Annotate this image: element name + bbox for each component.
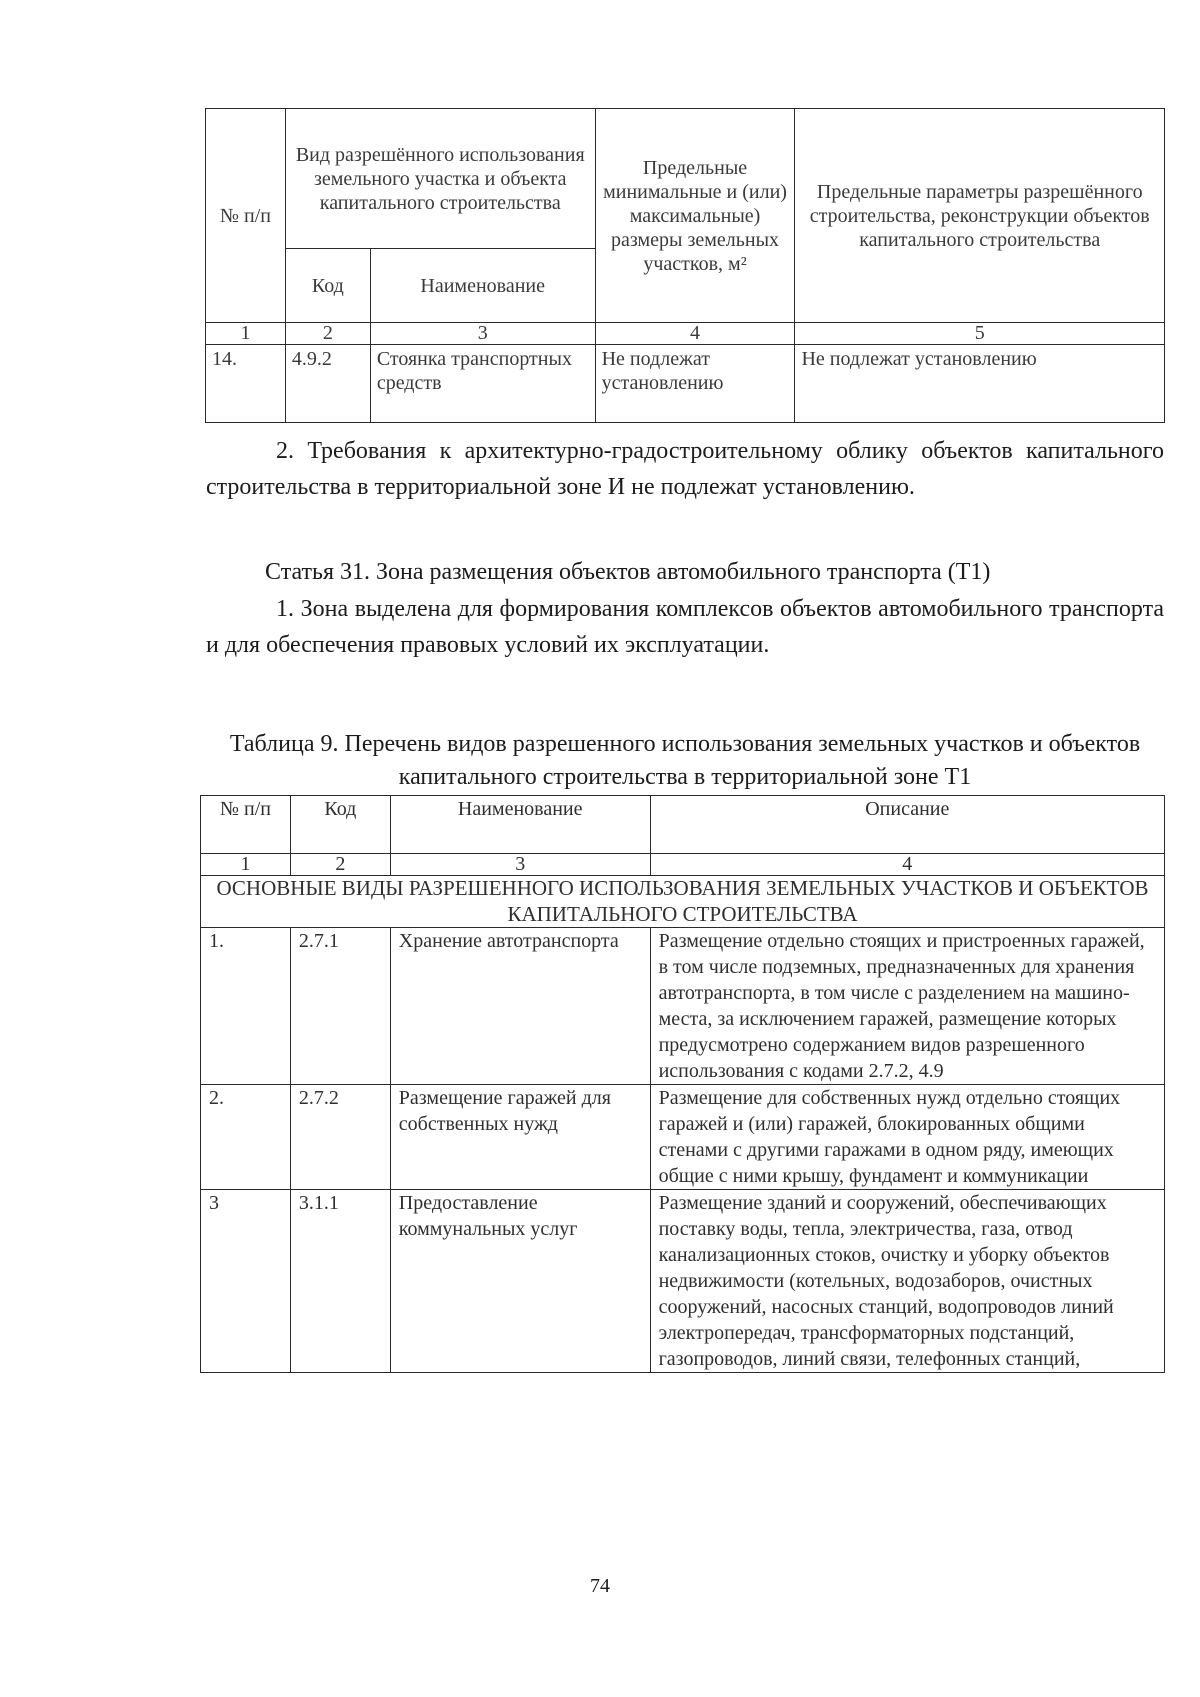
cell-code: 4.9.2	[285, 345, 370, 423]
land-use-table-zone-t1	[200, 795, 1165, 1373]
article-paragraph: 1. Зона выделена для формирования комплексов объектов автомобильного транспорта и для обеспечения правовых условий их эксплуатации.	[206, 596, 1164, 658]
cell-num: 1.	[201, 928, 291, 1085]
col-number: 2	[290, 854, 390, 876]
col-number: 1	[206, 323, 286, 345]
cell-desc: Размещение для собственных нужд отдельно стоящих гаражей и (или) гаражей, блокированных общими стенами с другими гаражами в одном ряду, имеющих общие с ними крышу, фундамент и коммуникации	[650, 1085, 1164, 1190]
page-number: 74	[590, 1575, 610, 1597]
col-number: 1	[201, 854, 291, 876]
cell-name: Стоянка транспортных средств	[370, 345, 595, 423]
cell-desc: Размещение отдельно стоящих и пристроенных гаражей, в том числе подземных, предназначенных для хранения автотранспорта, в том числе с разделением на машино-места, за исключением гаражей, размещение которых предусмотрено содержанием видов разрешенного использования с кодами 2.7.2, 4.9	[650, 928, 1164, 1085]
header-kod: Код	[285, 249, 370, 323]
cell-desc: Размещение зданий и сооружений, обеспечивающих поставку воды, тепла, электричества, газа, отвод канализационных стоков, очистку и уборку объектов недвижимости (котельных, водозаборов, очистных сооружений, насосных станций, водопроводов линий электропередач, трансформаторных подстанций, газопроводов, линий связи, телефонных станций,	[650, 1190, 1164, 1373]
header-opis: Описание	[650, 796, 1164, 854]
cell-code: 2.7.2	[290, 1085, 390, 1190]
header-kod: Код	[290, 796, 390, 854]
cell-code: 3.1.1	[290, 1190, 390, 1373]
cell-name: Хранение автотранспорта	[390, 928, 650, 1085]
header-num: № п/п	[201, 796, 291, 854]
cell-name: Предоставление коммунальных услуг	[390, 1190, 650, 1373]
header-num: № п/п	[206, 109, 286, 323]
header-razmery: Предельные минимальные и (или) максимальные) размеры земельных участков, м²	[595, 109, 795, 323]
table-row	[206, 345, 1165, 423]
paragraph-architectural-requirements: 2. Требования к архитектурно-градостроительному облику объектов капитального строительства в территориальной зоне И не подлежат установлению.	[206, 438, 1164, 500]
cell-name: Размещение гаражей для собственных нужд	[390, 1085, 650, 1190]
table-row	[201, 928, 1165, 1085]
col-number: 2	[285, 323, 370, 345]
cell-params: Не подлежат установлению	[795, 345, 1165, 423]
header-params: Предельные параметры разрешённого строительства, реконструкции объектов капитального строительства	[795, 109, 1165, 323]
col-number: 5	[795, 323, 1165, 345]
article-title: Статья 31. Зона размещения объектов автомобильного транспорта (Т1)	[265, 559, 991, 585]
cell-num: 2.	[201, 1085, 291, 1190]
header-naim: Наименование	[370, 249, 595, 323]
section-heading: ОСНОВНЫЕ ВИДЫ РАЗРЕШЕННОГО ИСПОЛЬЗОВАНИЯ ЗЕМЕЛЬНЫХ УЧАСТКОВ И ОБЪЕКТОВ КАПИТАЛЬНОГО СТРОИТЕЛЬСТВА	[201, 876, 1165, 928]
col-number: 4	[650, 854, 1164, 876]
col-number: 3	[390, 854, 650, 876]
table-caption: Таблица 9. Перечень видов разрешенного использования земельных участков и объектов капитального строительства в территориальной зоне Т1	[229, 731, 1141, 790]
col-number: 3	[370, 323, 595, 345]
cell-num: 14.	[206, 345, 286, 423]
cell-num: 3	[201, 1190, 291, 1373]
cell-code: 2.7.1	[290, 928, 390, 1085]
table-row	[201, 1085, 1165, 1190]
table-row	[201, 1190, 1165, 1373]
land-use-table-zone-i	[205, 108, 1165, 423]
cell-size: Не подлежат установлению	[595, 345, 795, 423]
col-number: 4	[595, 323, 795, 345]
header-vid: Вид разрешённого использования земельного участка и объекта капитального строительства	[285, 109, 595, 249]
header-naim: Наименование	[390, 796, 650, 854]
